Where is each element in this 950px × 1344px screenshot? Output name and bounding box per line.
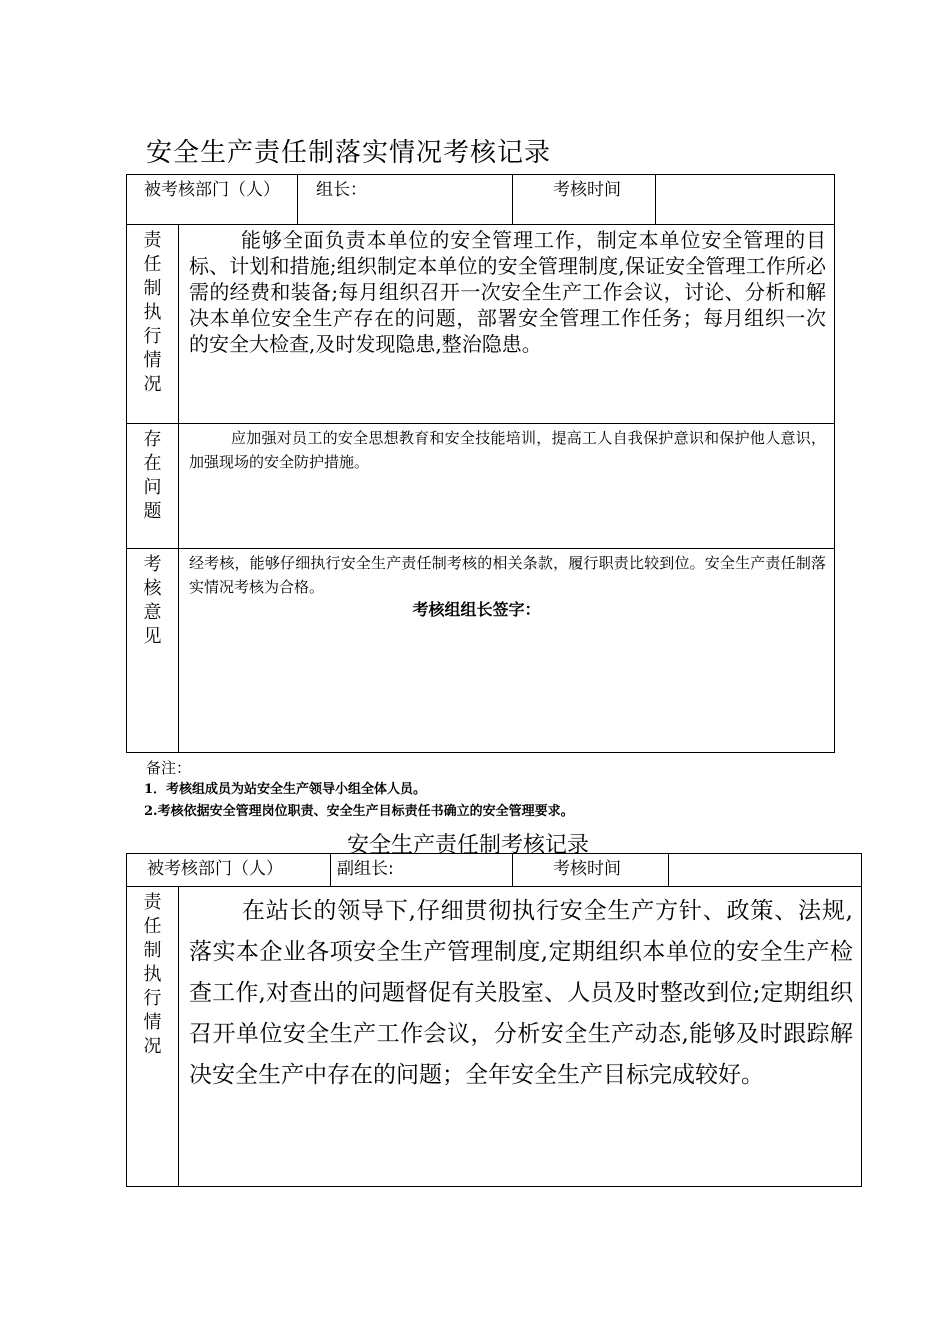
record2-header-row [127,854,862,887]
leader-label: 组长： [298,175,513,225]
duty-text: 能够全面负责本单位的安全管理工作，制定本单位安全管理的目标、计划和措施;组织制定本单位的安全管理制度,保证安全管理工作所必需的经费和装备;每月组织召开一次安全生产工作会议，讨论、分析和解决本单位安全生产存在的问题，部署安全管理工作任务；每月组织一次的安全大检查,及时发现隐患,整治隐患。 [179,225,835,424]
record1-row-issues [127,424,835,549]
opinion-cell [179,549,835,753]
row-label-opinion: 考 核 意 见 [127,549,179,753]
row-label-issues: 存 在 问 题 [127,424,179,549]
record1-title: 安全生产责任制落实情况考核记录 [146,138,552,168]
notes-heading: 备注： [146,759,192,777]
dept-label: 被考核部门（人） [127,175,298,225]
time-value-cell [656,175,835,225]
record2-title: 安全生产责任制考核记录 [347,833,590,858]
record1-table [126,174,835,753]
notes [146,757,574,823]
opinion-text: 经考核，能够仔细执行安全生产责任制考核的相关条款，履行职责比较到位。安全生产责任制落实情况考核为合格。 [189,554,826,596]
record1-row-duty [127,225,835,424]
record1-row-opinion [127,549,835,753]
time-value-cell [669,854,862,887]
dept-label: 被考核部门（人） [127,854,331,887]
deputy-leader-label: 副组长: [331,854,513,887]
note-item: 2.考核依据安全管理岗位职责、安全生产目标责任书确立的安全管理要求。 [144,804,574,819]
duty-text: 在站长的领导下,仔细贯彻执行安全生产方针、政策、法规,落实本企业各项安全生产管理制度,定期组织本单位的安全生产检查工作,对查出的问题督促有关股室、人员及时整改到位;定期组织召开单位安全生产工作会议，分析安全生产动态,能够及时跟踪解决安全生产中存在的问题；全年安全生产目标完成较好。 [179,887,862,1187]
record1-header-row [127,175,835,225]
record2-row-duty [127,887,862,1187]
row-label-duty: 责 任 制 执 行 情 况 [127,887,179,1187]
record2-table [126,853,862,1187]
time-label: 考核时间 [513,854,669,887]
note-item: 1．考核组成员为站安全生产领导小组全体人员。 [144,782,427,797]
row-label-duty: 责 任 制 执 行 情 况 [127,225,179,424]
leader-signature-label: 考核组组长签字： [412,600,541,619]
issues-text: 应加强对员工的安全思想教育和安全技能培训，提高工人自我保护意识和保护他人意识，加强现场的安全防护措施。 [179,424,835,549]
time-label: 考核时间 [513,175,656,225]
